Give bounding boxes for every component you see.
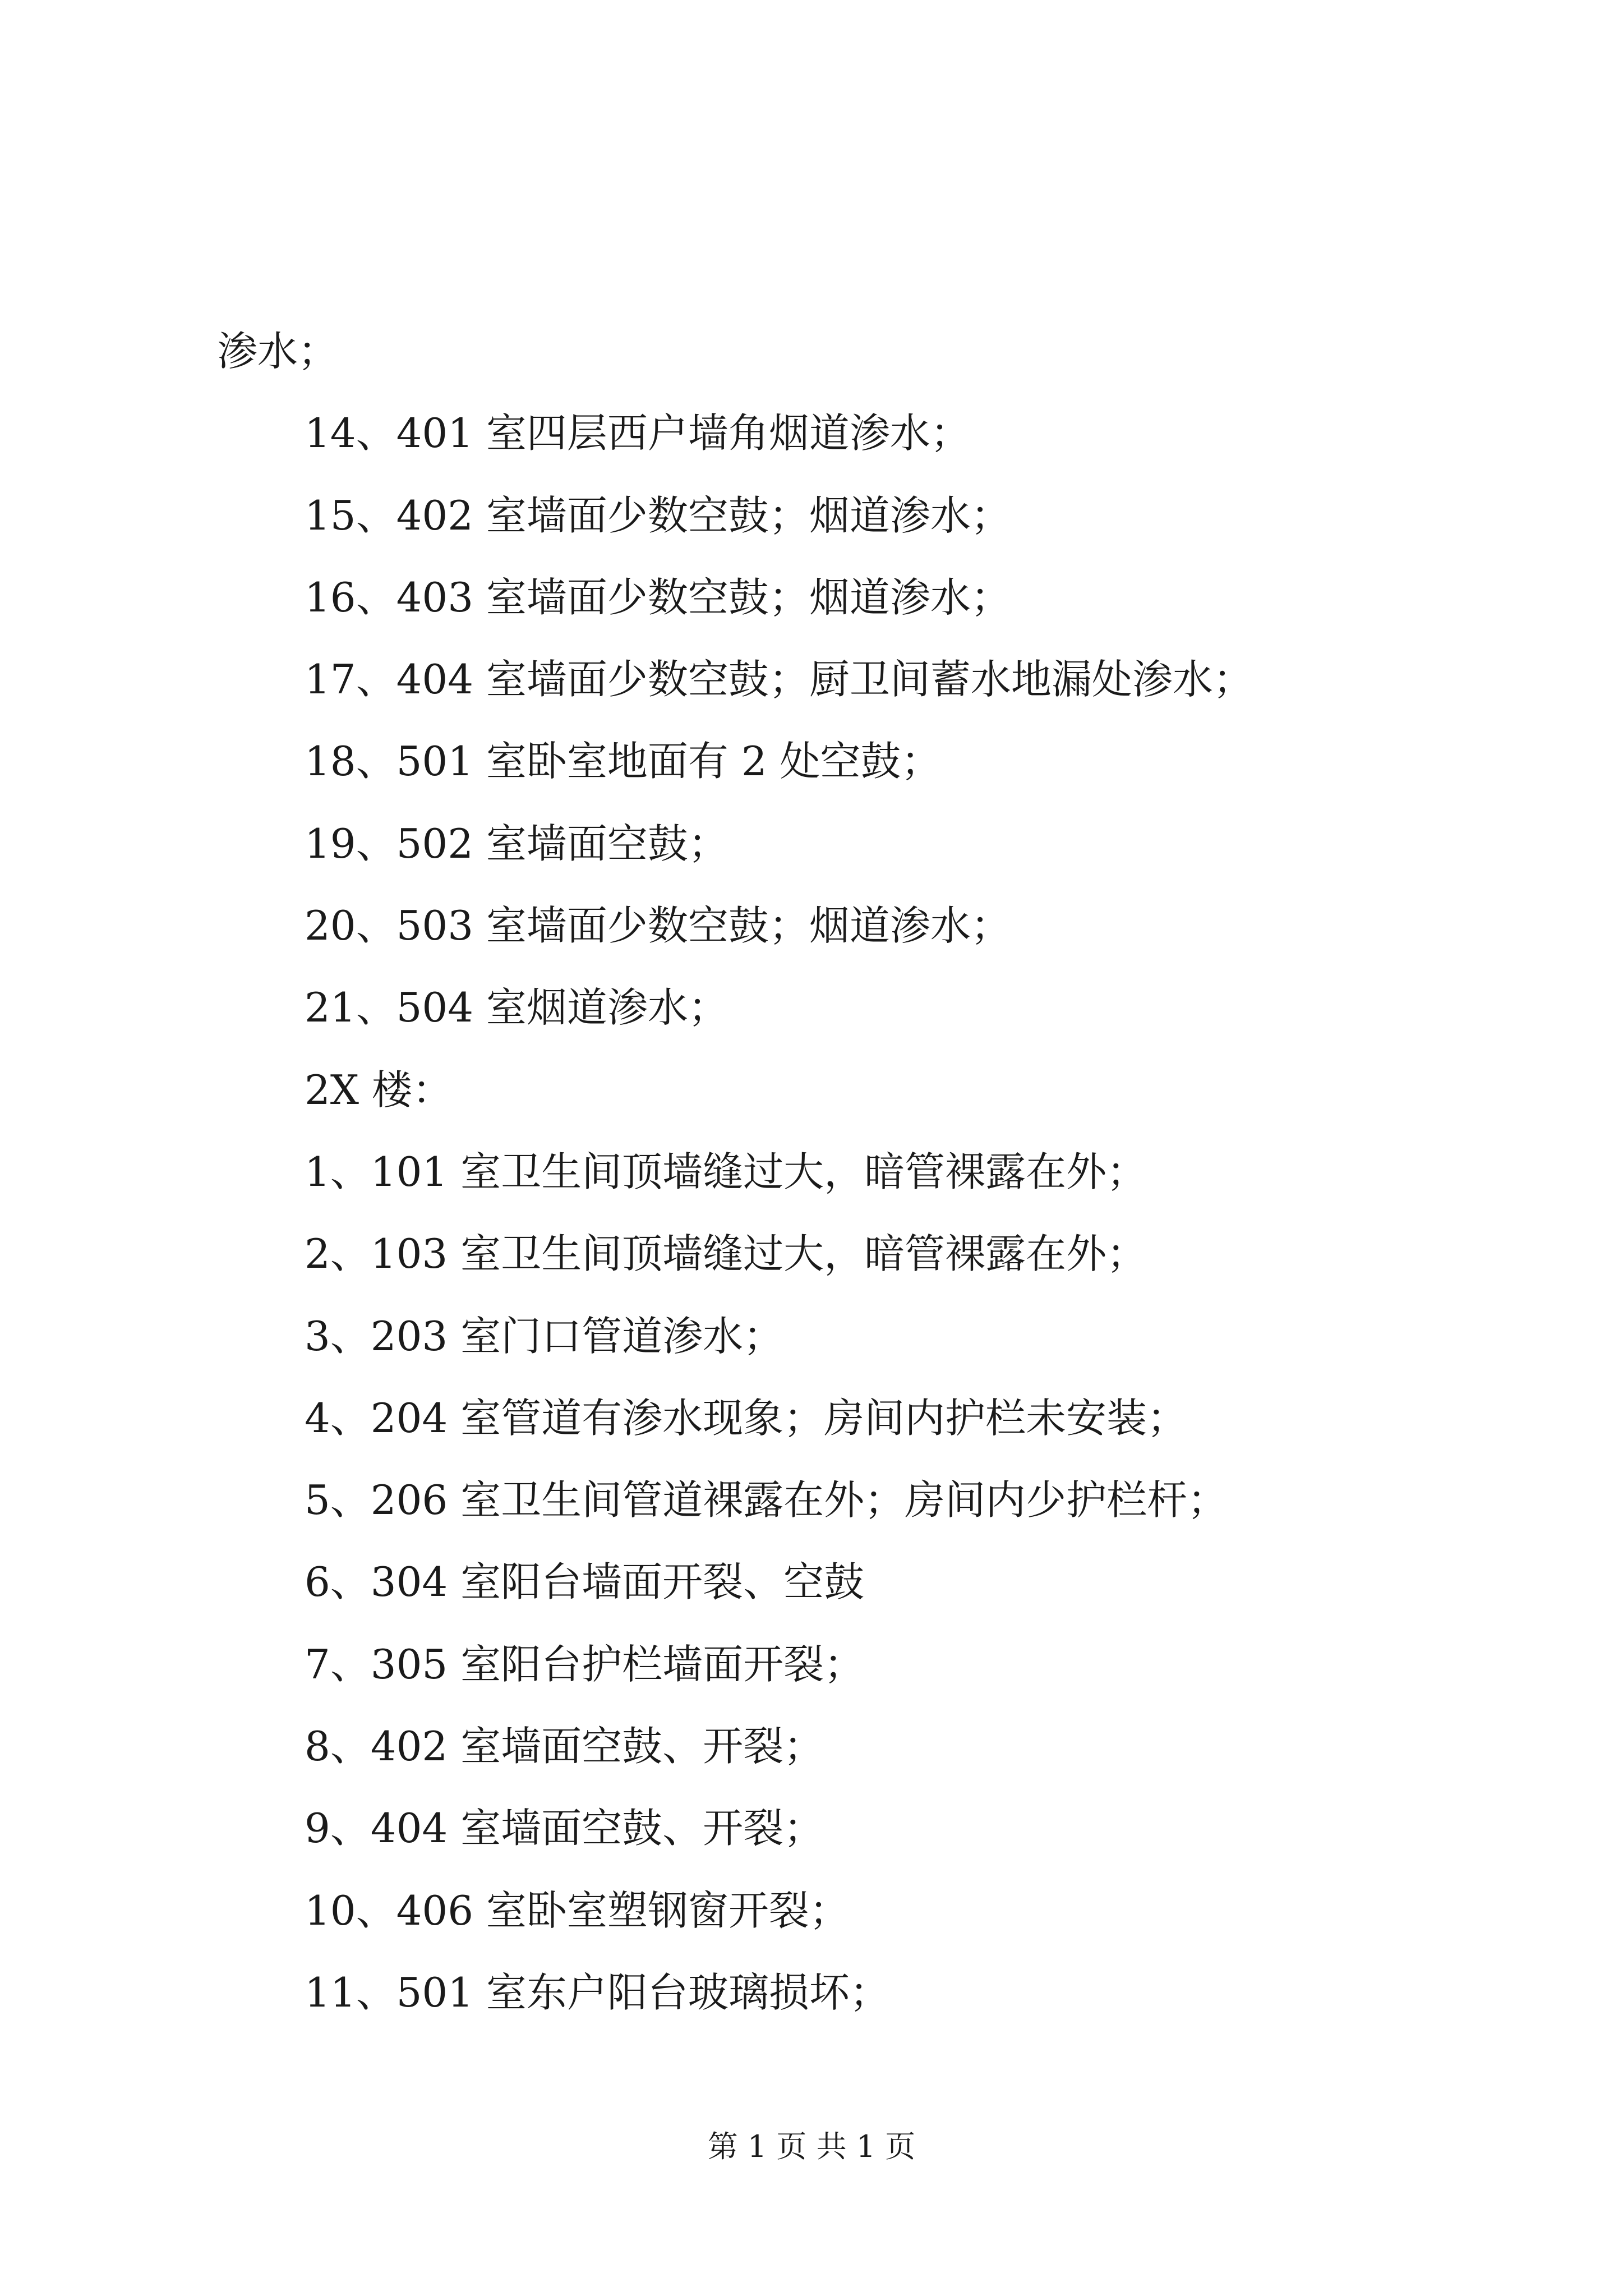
list-item: 20、503 室墙面少数空鼓；烟道渗水； xyxy=(305,902,1011,950)
list-item: 4、204 室管道有渗水现象；房间内护栏未安装； xyxy=(305,1394,1188,1442)
document-body xyxy=(0,310,1623,2033)
list-item: 21、504 室烟道渗水； xyxy=(305,984,728,1032)
list-item: 15、402 室墙面少数空鼓；烟道渗水； xyxy=(305,491,1011,539)
page-footer: 第 1 页 共 1 页 xyxy=(707,2129,916,2164)
list-item: 16、403 室墙面少数空鼓；烟道渗水； xyxy=(305,573,1011,621)
list-item: 7、305 室阳台护栏墙面开裂； xyxy=(305,1640,865,1688)
list-item: 14、401 室四层西户墙角烟道渗水； xyxy=(305,409,971,457)
list-item: 8、402 室墙面空鼓、开裂； xyxy=(305,1723,824,1770)
list-item: 3、203 室门口管道渗水； xyxy=(305,1312,784,1360)
list-item: 9、404 室墙面空鼓、开裂； xyxy=(305,1805,824,1852)
list-item: 17、404 室墙面少数空鼓；厨卫间蓄水地漏处渗水； xyxy=(305,656,1253,703)
list-item: 19、502 室墙面空鼓； xyxy=(305,820,728,867)
list-item: 2、103 室卫生间顶墙缝过大，暗管裸露在外； xyxy=(305,1230,1147,1278)
list-item: 10、406 室卧室塑钢窗开裂； xyxy=(305,1887,850,1934)
section-heading: 2X 楼： xyxy=(305,1066,453,1114)
list-item: 1、101 室卫生间顶墙缝过大，暗管裸露在外； xyxy=(305,1148,1147,1195)
continuation-line: 渗水； xyxy=(217,328,339,375)
list-item: 5、206 室卫生间管道裸露在外；房间内少护栏杆； xyxy=(305,1476,1228,1524)
list-item: 6、304 室阳台墙面开裂、空鼓 xyxy=(305,1558,865,1606)
list-item: 18、501 室卧室地面有 2 处空鼓； xyxy=(305,738,942,785)
list-item: 11、501 室东户阳台玻璃损坏； xyxy=(305,1968,890,2016)
